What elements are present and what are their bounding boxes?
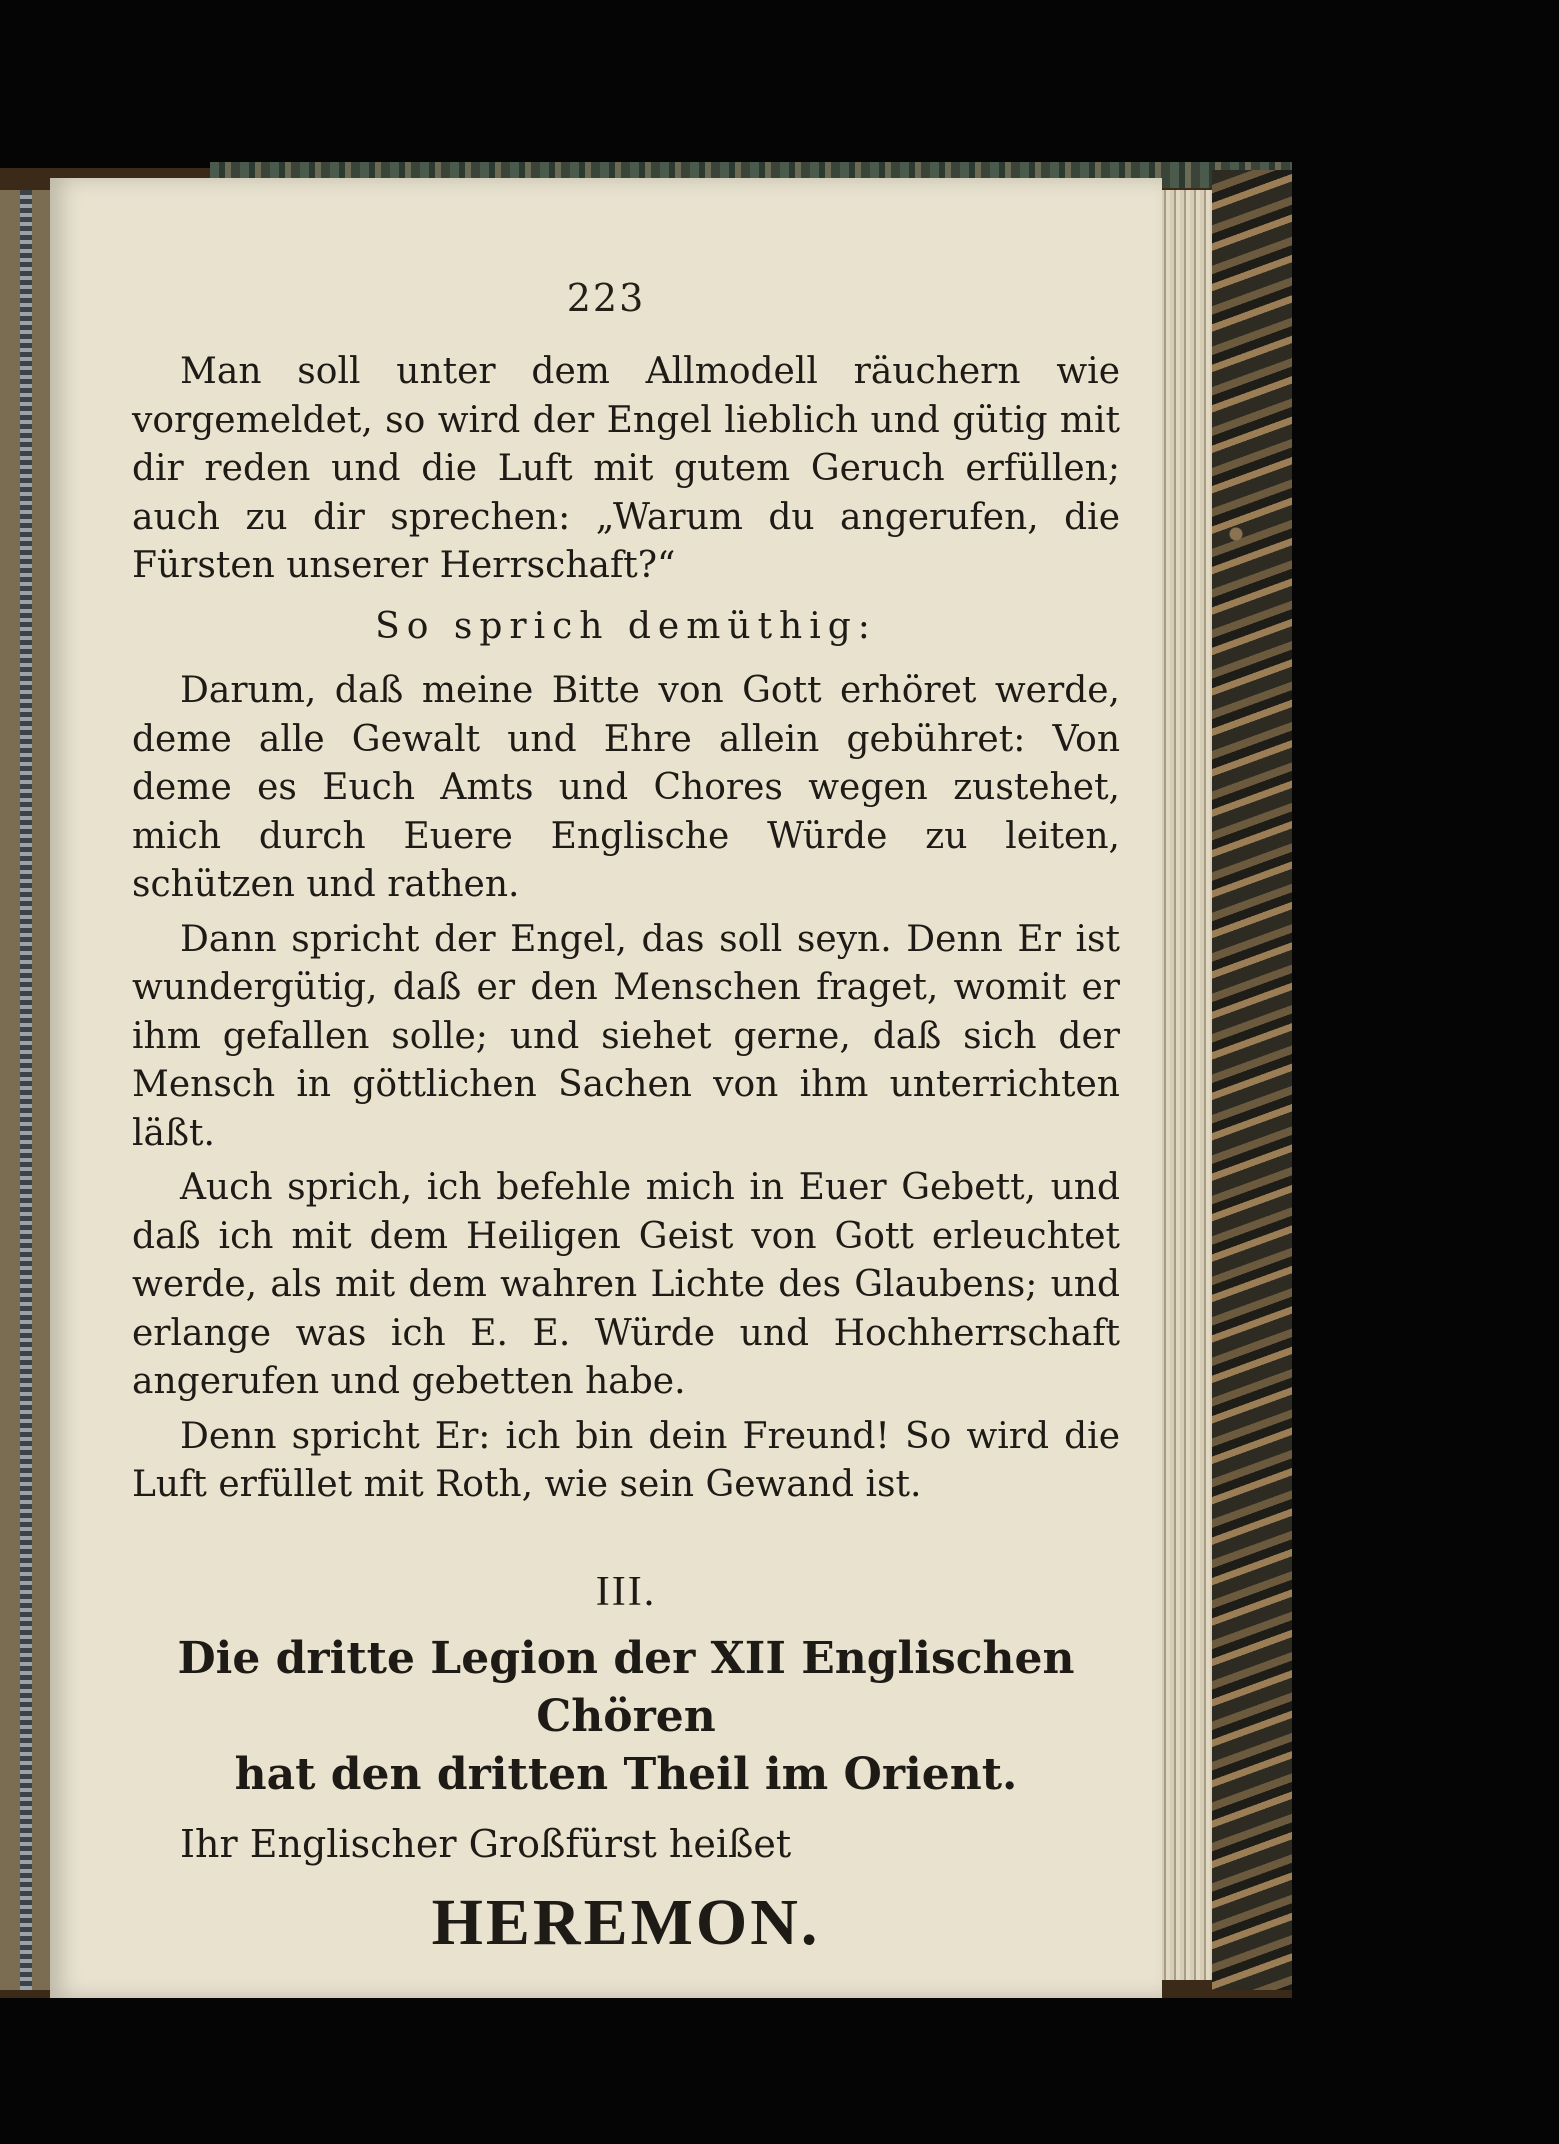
paragraph-2: Darum, daß meine Bitte von Gott erhöret werde, deme alle Gewalt und Ehre allein gebühret: Von deme es Euch Amts und Chores wegen zustehet, mich durch Euere Englische Würde zu leiten, schützen und rathen. [132, 670, 1120, 905]
spine-stitching [20, 190, 32, 1990]
section-number: III. [595, 1568, 657, 1615]
paragraph-4: Auch sprich, ich befehle mich in Euer Gebett, und daß ich mit dem Heiligen Geist von Gott erleuchtet werde, als mit dem wahren Lichte des Glaubens; und erlange was ich E. E. Würde und Hochherrschaft angerufen und gebetten habe. [132, 1167, 1120, 1402]
paragraph-5: Denn spricht Er: ich bin dein Freund! So wird die Luft erfüllet mit Roth, wie sein Gewand ist. [132, 1415, 1120, 1505]
page-block-edges [1160, 190, 1212, 1980]
prompt-line: So sprich demüthig: [375, 605, 877, 647]
cover-marbled-edge [1212, 170, 1292, 1990]
section-heading-line-1: Die dritte Legion der XII Englischen Chören [177, 1633, 1075, 1742]
paragraph-3: Dann spricht der Engel, das soll seyn. Denn Er ist wundergütig, daß er den Menschen fraget, womit er ihm gefallen solle; und siehet gerne, daß sich der Mensch in göttlichen Sachen von ihm unterrichten läßt. [132, 918, 1120, 1154]
prince-name: HEREMON. [431, 1885, 821, 1959]
paragraph-1: Man soll unter dem Allmodell räuchern wie vorgemeldet, so wird der Engel lieblich und gütig mit dir reden und die Luft mit gutem Geruch erfüllen; auch zu dir sprechen: „Warum du angerufen, die Fürsten unserer Herrschaft?“ [132, 351, 1120, 586]
page-number: 223 [566, 276, 646, 320]
book-page [50, 178, 1162, 1998]
page-body [132, 348, 1120, 1959]
section-heading-line-2: hat den dritten Theil im Orient. [234, 1749, 1018, 1800]
prince-intro: Ihr Englischer Großfürst heißet [180, 1822, 792, 1866]
